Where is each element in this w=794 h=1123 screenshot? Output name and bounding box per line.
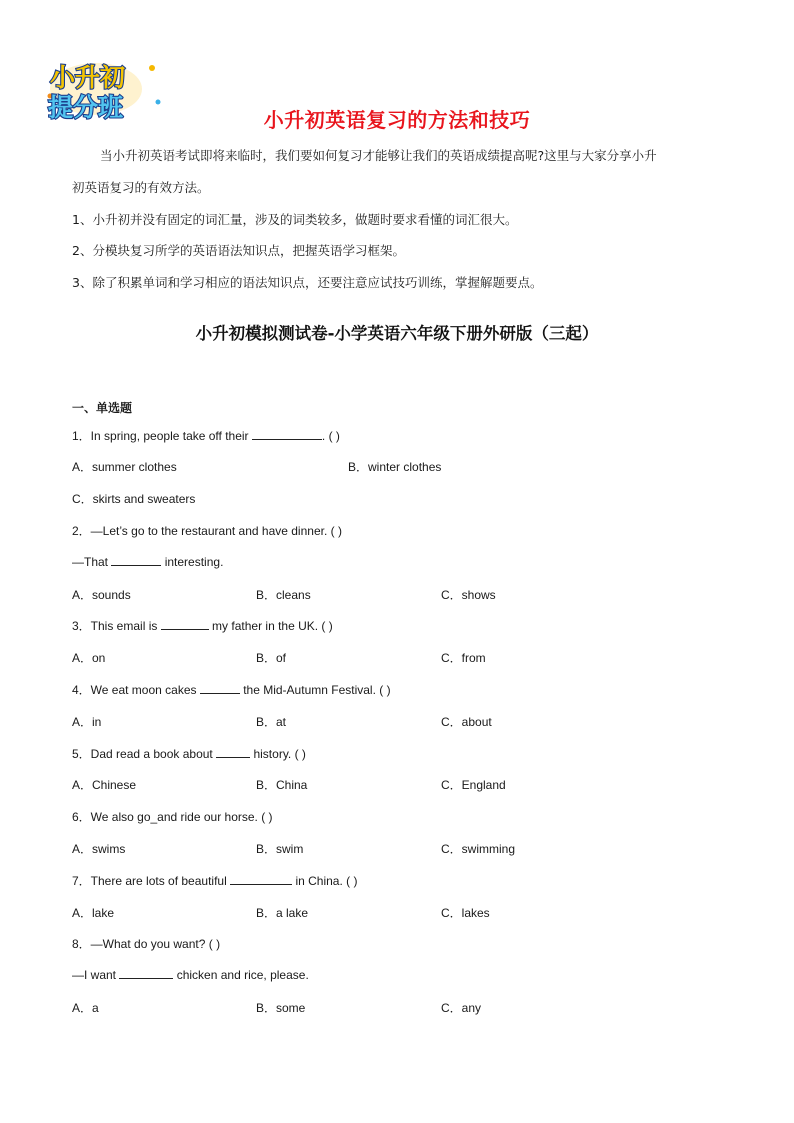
question-5: 5．Dad read a book about history. ( ) xyxy=(72,747,306,761)
q3-option-b[interactable]: B．of xyxy=(256,651,287,665)
svg-text:提分班: 提分班 xyxy=(48,93,124,122)
q6-option-b[interactable]: B．swim xyxy=(256,842,304,856)
intro-paragraph-line-1: 当小升初英语考试即将来临时，我们要如何复习才能够让我们的英语成绩提高呢?这里与大家分享小升 xyxy=(100,148,657,163)
q8-option-c[interactable]: C．any xyxy=(441,1001,482,1015)
q4-option-c[interactable]: C．about xyxy=(441,715,492,729)
question-7: 7．There are lots of beautiful in China. ( ) xyxy=(72,874,358,888)
q7-option-a[interactable]: A．lake xyxy=(72,906,115,920)
question-2-reply: —That interesting. xyxy=(72,555,224,569)
question-1: 1．In spring, people take off their . ( ) xyxy=(72,429,340,443)
q4-option-a[interactable]: A．in xyxy=(72,715,102,729)
intro-paragraph-line-2: 初英语复习的有效方法。 xyxy=(72,180,210,195)
q7-option-b[interactable]: B．a lake xyxy=(256,906,309,920)
section-heading: 一、单选题 xyxy=(72,401,133,415)
q3-option-c[interactable]: C．from xyxy=(441,651,486,665)
q1-option-c[interactable]: C．skirts and sweaters xyxy=(72,492,196,506)
question-8-reply: —I want chicken and rice, please. xyxy=(72,968,309,982)
question-6: 6．We also go_and ride our horse. ( ) xyxy=(72,810,273,824)
question-2: 2．—Let’s go to the restaurant and have dinner. ( ) xyxy=(72,524,342,538)
exam-title: 小升初模拟测试卷-小学英语六年级下册外研版（三起） xyxy=(195,324,599,343)
q8-option-b[interactable]: B．some xyxy=(256,1001,306,1015)
q1-option-b[interactable]: B．winter clothes xyxy=(348,460,442,474)
article-heading: 小升初英语复习的方法和技巧 xyxy=(263,108,531,132)
q3-option-a[interactable]: A．on xyxy=(72,651,106,665)
question-3: 3．This email is my father in the UK. ( ) xyxy=(72,619,333,633)
q2-option-b[interactable]: B．cleans xyxy=(256,588,311,602)
q7-option-c[interactable]: C．lakes xyxy=(441,906,490,920)
q4-option-b[interactable]: B．at xyxy=(256,715,287,729)
tip-3: 3、除了积累单词和学习相应的语法知识点，还要注意应试技巧训练，掌握解题要点。 xyxy=(72,275,543,290)
q5-option-c[interactable]: C．England xyxy=(441,778,506,792)
tip-1: 1、小升初并没有固定的词汇量，涉及的词类较多，做题时要求看懂的词汇很大。 xyxy=(72,212,518,227)
q6-option-c[interactable]: C．swimming xyxy=(441,842,516,856)
svg-text:小升初: 小升初 xyxy=(50,63,126,92)
q5-option-b[interactable]: B．China xyxy=(256,778,308,792)
q5-option-a[interactable]: A．Chinese xyxy=(72,778,137,792)
q2-option-c[interactable]: C．shows xyxy=(441,588,496,602)
q6-option-a[interactable]: A．swims xyxy=(72,842,126,856)
q1-option-a[interactable]: A．summer clothes xyxy=(72,460,177,474)
q8-option-a[interactable]: A．a xyxy=(72,1001,99,1015)
question-8: 8．—What do you want? ( ) xyxy=(72,937,221,951)
tip-2: 2、分模块复习所学的英语语法知识点，把握英语学习框架。 xyxy=(72,243,405,258)
q2-option-a[interactable]: A．sounds xyxy=(72,588,131,602)
question-4: 4．We eat moon cakes the Mid-Autumn Festival. ( ) xyxy=(72,683,391,697)
